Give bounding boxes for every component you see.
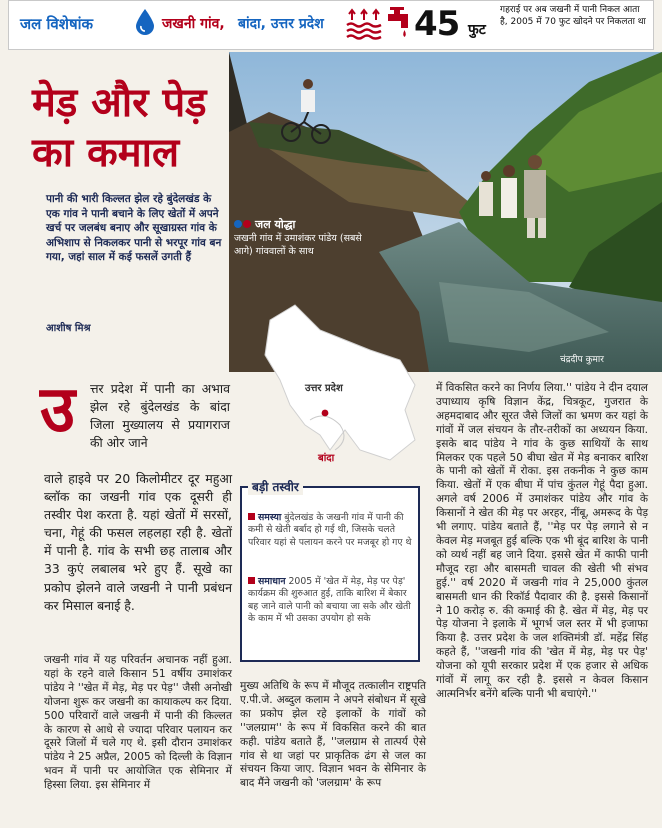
problem-item — [248, 512, 414, 549]
header-place: बांदा, उत्तर प्रदेश — [238, 16, 324, 32]
deck: पानी की भारी किल्लत झेल रहे बुंदेलखंड के एक गांव ने पानी बचाने के लिए खेतों में अपने खर्च पर जलबंध बनाए और सूखाग्रस्त गांव के अभिशाप से निकलकर पानी से भरपूर गांव बन गया, जहां साल में कई फसलें उगती हैं — [46, 193, 222, 264]
photo-credit: चंद्रदीप कुमार — [560, 355, 604, 365]
water-tap-icon — [386, 6, 414, 40]
map-state-label: उत्तर प्रदेश — [305, 383, 343, 394]
solution-text: 2005 में 'खेत में मेड़, मेड़ पर पेड़' कार्यक्रम की शुरुआत हुई, ताकि बारिश में बेकार बह जाने वाले पानी को बचाया जा सके और खेती के काम में भी उसका उपयोग हो सके — [248, 576, 411, 625]
headline: मेड़ और पेड़ का कमाल — [32, 80, 207, 176]
caption-label-row — [234, 218, 364, 232]
caption-dot-icon — [234, 220, 242, 228]
body-column-2: मुख्य अतिथि के रूप में मौजूद तत्कालीन राष्ट्रपति ए.पी.जे. अब्दुल कलाम ने अपने संबोधन में सूखे का प्रकोप झेल रहे इलाकों के गांवों को ''जलग्राम'' के रूप में विकसित करने की बात कही. पांडेय बताते हैं, ''जलग्राम से तात्पर्य ऐसे गांव से था जहां पर प्राकृतिक ढंग से जल का संचयन किया जाए. विज्ञान भवन के सेमिनार के बाद मैंने जखनी को 'जलग्राम' के रूप — [240, 680, 426, 790]
map-district-label: बांदा — [318, 453, 335, 464]
section-kicker: जल विशेषांक — [20, 15, 94, 33]
lead-paragraph-part1: त्तर प्रदेश में पानी का अभाव झेल रहे बुंदेलखंड के बांदा जिला मुख्यालय से प्रयागराज की ओर जाने — [90, 381, 230, 451]
groundwater-waves-icon — [346, 8, 382, 40]
lead-paragraph-part2: वाले हाइवे पर 20 किलोमीटर दूर महुआ ब्लॉक का जखनी गांव एक दूसरी ही तस्वीर पेश करता है. यहां खेतों में सरसों, चना, गेहूं की फसल लहलहा रही है. खेतों में पानी है. गांव के सभी छह तालाब और 33 कुएं लबालब भरे हुए हैं. सूखे का प्रकोप झेलने वाले जखनी ने पानी प्रबंधन कर मिसाल बनाई है. — [44, 471, 232, 613]
banda-location-marker — [322, 410, 329, 417]
water-drop-icon — [134, 8, 156, 36]
solution-item — [248, 576, 414, 626]
problem-text: बुंदेलखंड के जखनी गांव में पानी की कमी से खेती बर्बाद हो गई थी, जिसके चलते परिवार यहां से पलायन करने पर मजबूर हो गए थे — [248, 512, 412, 548]
solution-label: समाधान — [258, 576, 286, 587]
caption-dot-icon — [243, 220, 251, 228]
caption-text: जखनी गांव में उमाशंकर पांडेय (सबसे आगे) गांववालों के साथ — [234, 233, 362, 257]
depth-unit: फुट — [468, 22, 486, 38]
bullet-icon — [248, 513, 255, 520]
photo-caption — [234, 218, 364, 258]
byline: आशीष मिश्र — [46, 323, 91, 334]
problem-label: समस्या — [258, 512, 282, 523]
header-village-title: जखनी गांव, — [162, 16, 225, 32]
dropcap: उ — [40, 373, 76, 447]
depth-value: 45 — [414, 4, 460, 44]
bullet-icon — [248, 577, 255, 584]
depth-note: गहराई पर अब जखनी में पानी निकल आता है, 2005 में 70 फुट खोदने पर निकलता था — [500, 5, 646, 27]
big-picture-title: बड़ी तस्वीर — [248, 478, 303, 495]
body-column-3: में विकसित करने का निर्णय लिया.'' पांडेय ने दीन दयाल उपाध्याय कृषि विज्ञान केंद्र, चित्रकूट, गुजरात के अहमदाबाद और सूरत जैसे जिलों का भ्रमण कर यहां के गांवों में जल संचयन के तौर-तरीकों का अध्ययन किया. इसके बाद पांडेय ने गांव के कुछ साथियों के साथ मिलकर एक पहले 50 बीघा खेत में मेड़ बनाकर बारिश के पानी को खेतों में रोका. इस तकनीक ने कुछ काम किया. खेतों में एक बीघा में पांच कुंतल गेहूं पैदा हुआ. अगले वर्ष 2006 में उमाशंकर पांडेय और गांव के किसानों ने खेत की मेड़ पर अरहर, नींबू, अमरूद के पेड़ भी लगाए. पांडेय बताते हैं, ''मेड़ पर पेड़ लगाने से न केवल मेड़ मजबूत हुई बल्कि एक भी बूंद बारिश के पानी को व्यर्थ नहीं बह जाने दिया. इससे खेत में काफी पानी मौजूद रहा और बासमती चावल की खेती भी संभव हुई.'' वर्ष 2020 में जखनी गांव ने 25,000 कुंतल बासमती धान की रिकॉर्ड पैदावार की है. इससे किसानों ने 10 करोड़ रु. की कमाई की है. खेत में मेड़, मेड़ पर पेड़ योजना ने इलाके में भूगर्भ जल स्तर में भी इजाफा किया है. उत्तर प्रदेश के जल शक्तिमंत्री डॉ. महेंद्र सिंह कहते हैं, ''जखनी गांव की 'खेत में मेड़, मेड़ पर पेड़' योजना को यूपी सरकार प्रदेश में एक हजार से अधिक गांवों में लागू कर रही है. इससे न केवल किसान आत्मनिर्भर बनेंगे बल्कि पानी भी बचाएंगे.'' — [436, 382, 648, 700]
body-column-1: जखनी गांव में यह परिवर्तन अचानक नहीं हुआ. यहां के रहने वाले किसान 51 वर्षीय उमाशंकर पांडेय ने ''खेत में मेड़, मेड़ पर पेड़'' जैसी अनोखी योजना शुरू कर जखनी का कायाकल्प कर दिया. 500 परिवारों वाले जखनी में पानी की किल्लत के कारण से आधे से ज्यादा परिवार पलायन कर दूसरे जिलों में चले गए थे. इसी दौरान उमाशंकर पांडेय ने 25 अप्रैल, 2005 को दिल्ली के विज्ञान भवन में पानी पर आयोजित एक सेमिनार में हिस्सा लिया. इस सेमिनार में — [44, 654, 232, 792]
caption-label: जल योद्धा — [255, 218, 296, 231]
